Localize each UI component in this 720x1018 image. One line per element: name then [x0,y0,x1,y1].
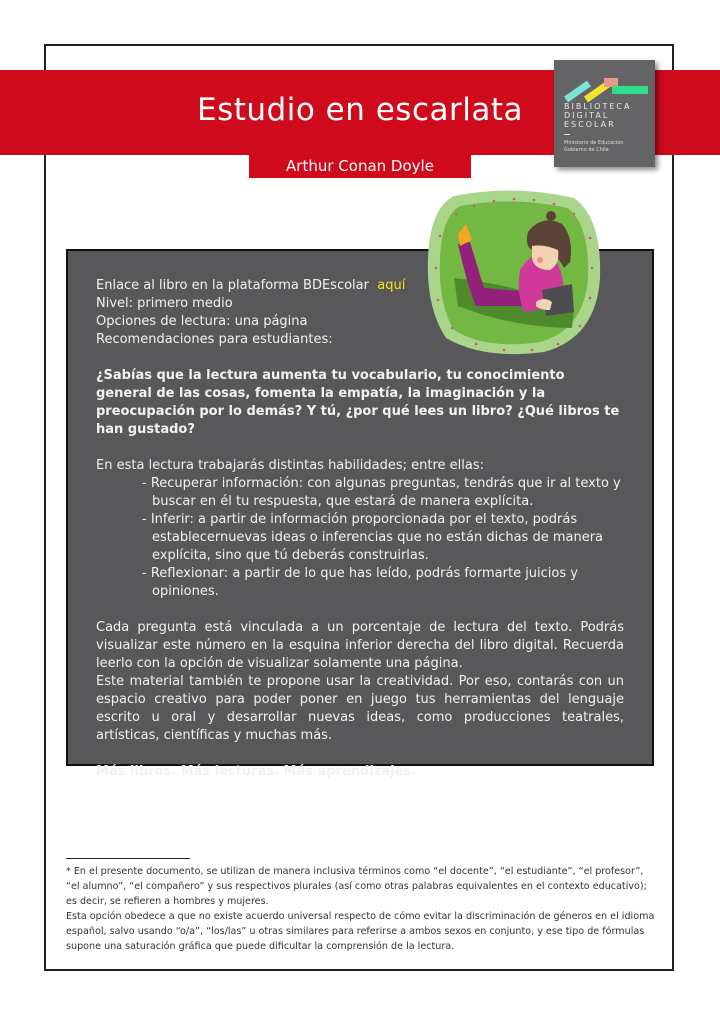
logo-stripe-icon [612,86,648,94]
footnote-gender-note: Esta opción obedece a que no existe acuerdo universal respecto de cómo evitar la discriminación de géneros en el idioma español, salvo usando “o/a”, “los/las” u otras similares para referirse a ambos sexos en conjunto, y ese tipo de fórmulas supone una saturación gráfica que puede dificultar la comprensión de la lectura. [66,911,655,952]
creativity-paragraph: Este material también te propone usar la creatividad. Por eso, contarás con un espacio creativo para poder poner en juego tus herramientas del lenguaje escrito u oral y desarrollar nuevas ideas, como producciones teatrales, artísticas, científicas y muchas más. [96,674,624,743]
level-text: Nivel: primero medio [96,296,233,311]
book-link-prefix: Enlace al libro en la plataforma BDEscolar [96,278,369,293]
info-content [96,277,624,781]
footnote [66,864,658,954]
footnote-divider [66,858,190,859]
footnote-inclusive-language: * En el presente documento, se utilizan de manera inclusiva términos como “el docente”, “el estudiante”, “el profesor”, “el alumno”, “el compañero” y sus respectivos plurales (así como otras palabras equivalentes en el contexto educativo); es decir, se refieren a hombres y mujeres. [66,866,647,907]
intro-question: ¿Sabías que la lectura aumenta tu vocabulario, tu conocimiento general de las cosas, fomenta la empatía, la imaginación y la preocupación por lo demás? Y tú, ¿por qué lees un libro? ¿Qué libros te han gustado? [96,368,620,437]
book-link[interactable]: aquí [377,278,406,293]
skill-item: - Inferir: a partir de información proporcionada por el texto, podrás establecernuevas ideas o inferencias que no están dichas de manera explícita, sino que tú deberás construirlas. [142,512,604,563]
logo-text: ESCOLAR [564,120,616,129]
skill-item: - Reflexionar: a partir de lo que has leído, podrás formarte juicios y opiniones. [142,566,578,599]
logo-text: DIGITAL [564,111,610,120]
book-link-line [96,277,624,295]
slogan: Más libros. Más lecturas. Más aprendizajes. [96,764,417,779]
logo-text: BIBLIOTECA [564,102,632,111]
percentage-paragraph: Cada pregunta está vinculada a un porcentaje de lectura del texto. Podrás visualizar este número en la esquina inferior derecha del libro digital. Recuerda leerlo con la opción de visualizar solamente una página. [96,620,624,671]
logo-divider [564,134,570,135]
skill-item: - Recuperar información: con algunas preguntas, tendrás que ir al texto y buscar en él tu respuesta, que estará de manera explícita. [142,476,621,509]
skills-list [96,475,624,601]
author-label: Arthur Conan Doyle [249,154,471,178]
recommendations-heading: Recomendaciones para estudiantes: [96,332,333,347]
skills-heading: En esta lectura trabajarás distintas habilidades; entre ellas: [96,458,484,473]
page-title: Estudio en escarlata [197,92,523,128]
biblioteca-digital-escolar-logo [554,60,655,167]
logo-subtext: Ministerio de Educación [564,140,624,146]
reading-options-text: Opciones de lectura: una página [96,314,308,329]
logo-subtext: Gobierno de Chile [564,147,609,153]
